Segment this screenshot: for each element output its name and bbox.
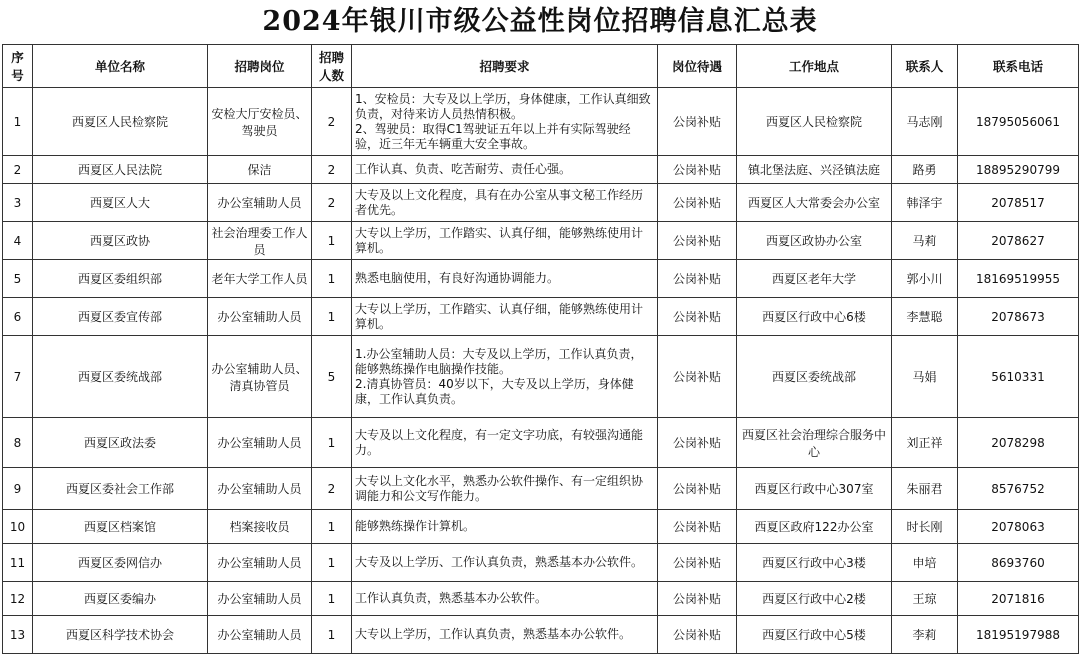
table-row [3,156,1079,184]
cell-no: 11 [3,544,33,582]
cell-count: 1 [312,298,352,336]
cell-count: 1 [312,418,352,468]
cell-count: 2 [312,156,352,184]
cell-phone: 8693760 [958,544,1079,582]
cell-place: 西夏区行政中心5楼 [737,616,892,654]
table-row [3,298,1079,336]
cell-requirements: 大专以上学历，工作踏实、认真仔细，能够熟练使用计算机。 [352,298,658,336]
cell-phone: 18795056061 [958,88,1079,156]
cell-contact: 马志刚 [892,88,958,156]
cell-post: 办公室辅助人员 [208,582,312,616]
header-pay: 岗位待遇 [658,45,737,88]
cell-unit: 西夏区政协 [33,222,208,260]
cell-post: 办公室辅助人员 [208,418,312,468]
cell-place: 西夏区行政中心6楼 [737,298,892,336]
cell-no: 13 [3,616,33,654]
cell-phone: 2078517 [958,184,1079,222]
cell-unit: 西夏区委组织部 [33,260,208,298]
table-row [3,88,1079,156]
cell-phone: 18169519955 [958,260,1079,298]
cell-requirements: 工作认真、负责、吃苦耐劳、责任心强。 [352,156,658,184]
table-row [3,260,1079,298]
cell-place: 西夏区政协办公室 [737,222,892,260]
cell-requirements: 1.办公室辅助人员：大专及以上学历，工作认真负责，能够熟练操作电脑操作技能。 2.清真协管员：40岁以下，大专及以上学历，身体健康，工作认真负责。 [352,336,658,418]
table-row [3,184,1079,222]
cell-post: 社会治理委工作人员 [208,222,312,260]
cell-no: 6 [3,298,33,336]
table-row [3,582,1079,616]
cell-no: 7 [3,336,33,418]
cell-contact: 时长刚 [892,510,958,544]
recruitment-table [2,44,1079,654]
cell-unit: 西夏区委编办 [33,582,208,616]
cell-contact: 马莉 [892,222,958,260]
cell-phone: 2078298 [958,418,1079,468]
cell-post: 办公室辅助人员、清真协管员 [208,336,312,418]
cell-count: 1 [312,582,352,616]
table-row [3,468,1079,510]
cell-unit: 西夏区委网信办 [33,544,208,582]
cell-pay: 公岗补贴 [658,222,737,260]
cell-post: 保洁 [208,156,312,184]
cell-unit: 西夏区人大 [33,184,208,222]
cell-place: 西夏区人民检察院 [737,88,892,156]
cell-contact: 路勇 [892,156,958,184]
table-row [3,222,1079,260]
cell-pay: 公岗补贴 [658,418,737,468]
cell-unit: 西夏区委统战部 [33,336,208,418]
cell-contact: 韩泽宇 [892,184,958,222]
table-row [3,510,1079,544]
cell-count: 2 [312,184,352,222]
table-body [3,88,1079,654]
cell-phone: 5610331 [958,336,1079,418]
cell-count: 5 [312,336,352,418]
header-place: 工作地点 [737,45,892,88]
cell-contact: 郭小川 [892,260,958,298]
cell-post: 办公室辅助人员 [208,616,312,654]
cell-place: 西夏区政府122办公室 [737,510,892,544]
table-header-row [3,45,1079,88]
cell-place: 西夏区行政中心3楼 [737,544,892,582]
cell-requirements: 大专以上文化水平，熟悉办公软件操作、有一定组织协调能力和公文写作能力。 [352,468,658,510]
cell-pay: 公岗补贴 [658,260,737,298]
cell-pay: 公岗补贴 [658,336,737,418]
cell-place: 西夏区委统战部 [737,336,892,418]
cell-count: 1 [312,544,352,582]
cell-contact: 李慧聪 [892,298,958,336]
cell-no: 12 [3,582,33,616]
cell-pay: 公岗补贴 [658,582,737,616]
cell-pay: 公岗补贴 [658,88,737,156]
cell-count: 2 [312,468,352,510]
cell-requirements: 大专及以上文化程度，具有在办公室从事文秘工作经历者优先。 [352,184,658,222]
cell-no: 5 [3,260,33,298]
cell-pay: 公岗补贴 [658,616,737,654]
table-row [3,544,1079,582]
cell-post: 老年大学工作人员 [208,260,312,298]
header-requirements: 招聘要求 [352,45,658,88]
cell-unit: 西夏区委宣传部 [33,298,208,336]
cell-pay: 公岗补贴 [658,298,737,336]
cell-phone: 2078627 [958,222,1079,260]
cell-phone: 8576752 [958,468,1079,510]
cell-contact: 王琼 [892,582,958,616]
cell-place: 镇北堡法庭、兴泾镇法庭 [737,156,892,184]
cell-no: 10 [3,510,33,544]
cell-post: 办公室辅助人员 [208,298,312,336]
header-phone: 联系电话 [958,45,1079,88]
header-no: 序号 [3,45,33,88]
cell-unit: 西夏区政法委 [33,418,208,468]
cell-requirements: 能够熟练操作计算机。 [352,510,658,544]
cell-no: 4 [3,222,33,260]
cell-unit: 西夏区人民检察院 [33,88,208,156]
cell-place: 西夏区人大常委会办公室 [737,184,892,222]
cell-post: 办公室辅助人员 [208,544,312,582]
cell-count: 1 [312,510,352,544]
cell-unit: 西夏区委社会工作部 [33,468,208,510]
cell-requirements: 大专以上学历，工作认真负责，熟悉基本办公软件。 [352,616,658,654]
cell-count: 1 [312,616,352,654]
cell-phone: 18195197988 [958,616,1079,654]
cell-phone: 2071816 [958,582,1079,616]
cell-count: 1 [312,260,352,298]
cell-contact: 刘正祥 [892,418,958,468]
header-count: 招聘人数 [312,45,352,88]
cell-place: 西夏区行政中心2楼 [737,582,892,616]
cell-phone: 2078673 [958,298,1079,336]
cell-pay: 公岗补贴 [658,544,737,582]
cell-no: 3 [3,184,33,222]
cell-pay: 公岗补贴 [658,184,737,222]
cell-place: 西夏区老年大学 [737,260,892,298]
cell-count: 1 [312,222,352,260]
header-unit: 单位名称 [33,45,208,88]
cell-no: 9 [3,468,33,510]
cell-unit: 西夏区档案馆 [33,510,208,544]
cell-contact: 朱丽君 [892,468,958,510]
cell-phone: 2078063 [958,510,1079,544]
cell-pay: 公岗补贴 [658,468,737,510]
cell-place: 西夏区社会治理综合服务中心 [737,418,892,468]
cell-unit: 西夏区科学技术协会 [33,616,208,654]
cell-unit: 西夏区人民法院 [33,156,208,184]
cell-phone: 18895290799 [958,156,1079,184]
cell-requirements: 熟悉电脑使用，有良好沟通协调能力。 [352,260,658,298]
cell-no: 2 [3,156,33,184]
cell-requirements: 工作认真负责，熟悉基本办公软件。 [352,582,658,616]
cell-contact: 李莉 [892,616,958,654]
cell-count: 2 [312,88,352,156]
cell-post: 安检大厅安检员、驾驶员 [208,88,312,156]
page-title: 2024年银川市级公益性岗位招聘信息汇总表 [262,6,818,37]
cell-pay: 公岗补贴 [658,156,737,184]
cell-requirements: 1、安检员：大专及以上学历，身体健康，工作认真细致负责，对待来访人员热情积极。 2、驾驶员：取得C1驾驶证五年以上并有实际驾驶经验，近三年无车辆重大安全事故。 [352,88,658,156]
table-row [3,336,1079,418]
cell-requirements: 大专及以上文化程度，有一定文字功底，有较强沟通能力。 [352,418,658,468]
table-row [3,616,1079,654]
cell-no: 8 [3,418,33,468]
cell-place: 西夏区行政中心307室 [737,468,892,510]
cell-post: 办公室辅助人员 [208,468,312,510]
cell-contact: 申培 [892,544,958,582]
cell-contact: 马娟 [892,336,958,418]
cell-post: 档案接收员 [208,510,312,544]
cell-no: 1 [3,88,33,156]
header-contact: 联系人 [892,45,958,88]
cell-requirements: 大专及以上学历、工作认真负责，熟悉基本办公软件。 [352,544,658,582]
cell-pay: 公岗补贴 [658,510,737,544]
cell-post: 办公室辅助人员 [208,184,312,222]
table-row [3,418,1079,468]
header-post: 招聘岗位 [208,45,312,88]
cell-requirements: 大专以上学历，工作踏实、认真仔细，能够熟练使用计算机。 [352,222,658,260]
